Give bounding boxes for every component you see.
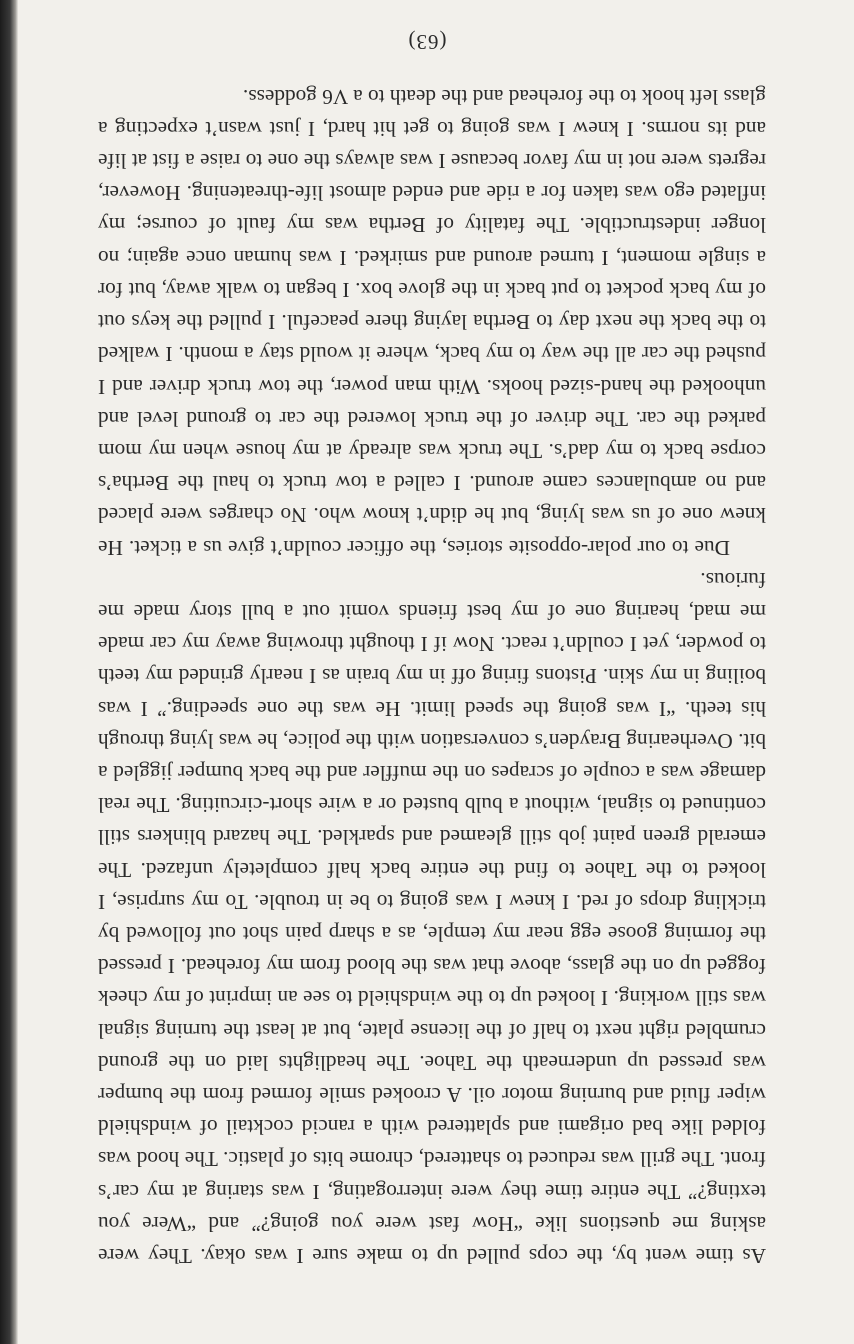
paragraph-1: As time went by, the cops pulled up to make sure I was okay. They were asking me questions like “How fast were you going?” and “Were you texting?” The entire time they were interrogating, I was staring at my car’s front. The grill was reduced to shattered, chrome bits of plastic. The hood was folded like bad origami and splattered with a rancid cocktail of windshield wiper fluid and burning motor oil. A crooked smile formed from the bumper was pressed up underneath the Tahoe. The headlights laid on the ground crumbled right next to half of the license plate, but at least the turning signal was still working. I looked up to the windshield to see an imprint of my cheek fogged up on the glass, above that was the blood from my forehead. I pressed the forming goose egg near my temple, as a sharp pain shot out followed by trickling drops of red. I knew I was going to be in trouble. To my surprise, I looked to the Tahoe to find the entire back half completely unfazed. The emerald green paint job still gleamed and sparkled. The hazard blinkers still continued to signal, without a bulb busted or a wire short-circuiting. The real damage was a couple of scrapes on the muffler and the back bumper jiggled a bit. Overhearing Brayden’s conversation with the police, he was lying through his teeth. “I was going the speed limit. He was the one speeding.” I was boiling in my skin. Pistons firing off in my brain as I nearly grinded my teeth to powder, yet I couldn’t react. Now if I thought throwing away my car made me mad, hearing one of my best friends vomit out a bull story made me furious. — [98, 567, 766, 1268]
body-text — [98, 80, 766, 1272]
paragraph-2: Due to our polar-opposite stories, the officer couldn’t give us a ticket. He knew one of us was lying, but he didn’t know who. No charges were placed and no ambulances came around. I called a tow truck to haul the Bertha’s corpse back to my dad’s. The truck was already at my house when my mom parked the car. The driver of the truck lowered the car to ground level and unhooked the hand-sized hooks. With man power, the tow truck driver and I pushed the car all the way to my back, where it would stay a month. I walked to the back the next day to Bertha laying there peaceful. I pulled the keys out of my back pocket to put back in the glove box. I began to walk away, but for a single moment, I turned around and smirked. I was human once again; no longer indestructible. The fatality of Bertha was my fault of course; my inflated ego was taken for a ride and ended almost life-threatening. However, regrets were not in my favor because I was always the one to raise a fist at life and its norms. I knew I was going to get hit hard, I just wasn’t expecting a glass left hook to the forehead and the death to a V6 goddess. — [98, 84, 766, 560]
page-number: (63) — [407, 30, 447, 54]
